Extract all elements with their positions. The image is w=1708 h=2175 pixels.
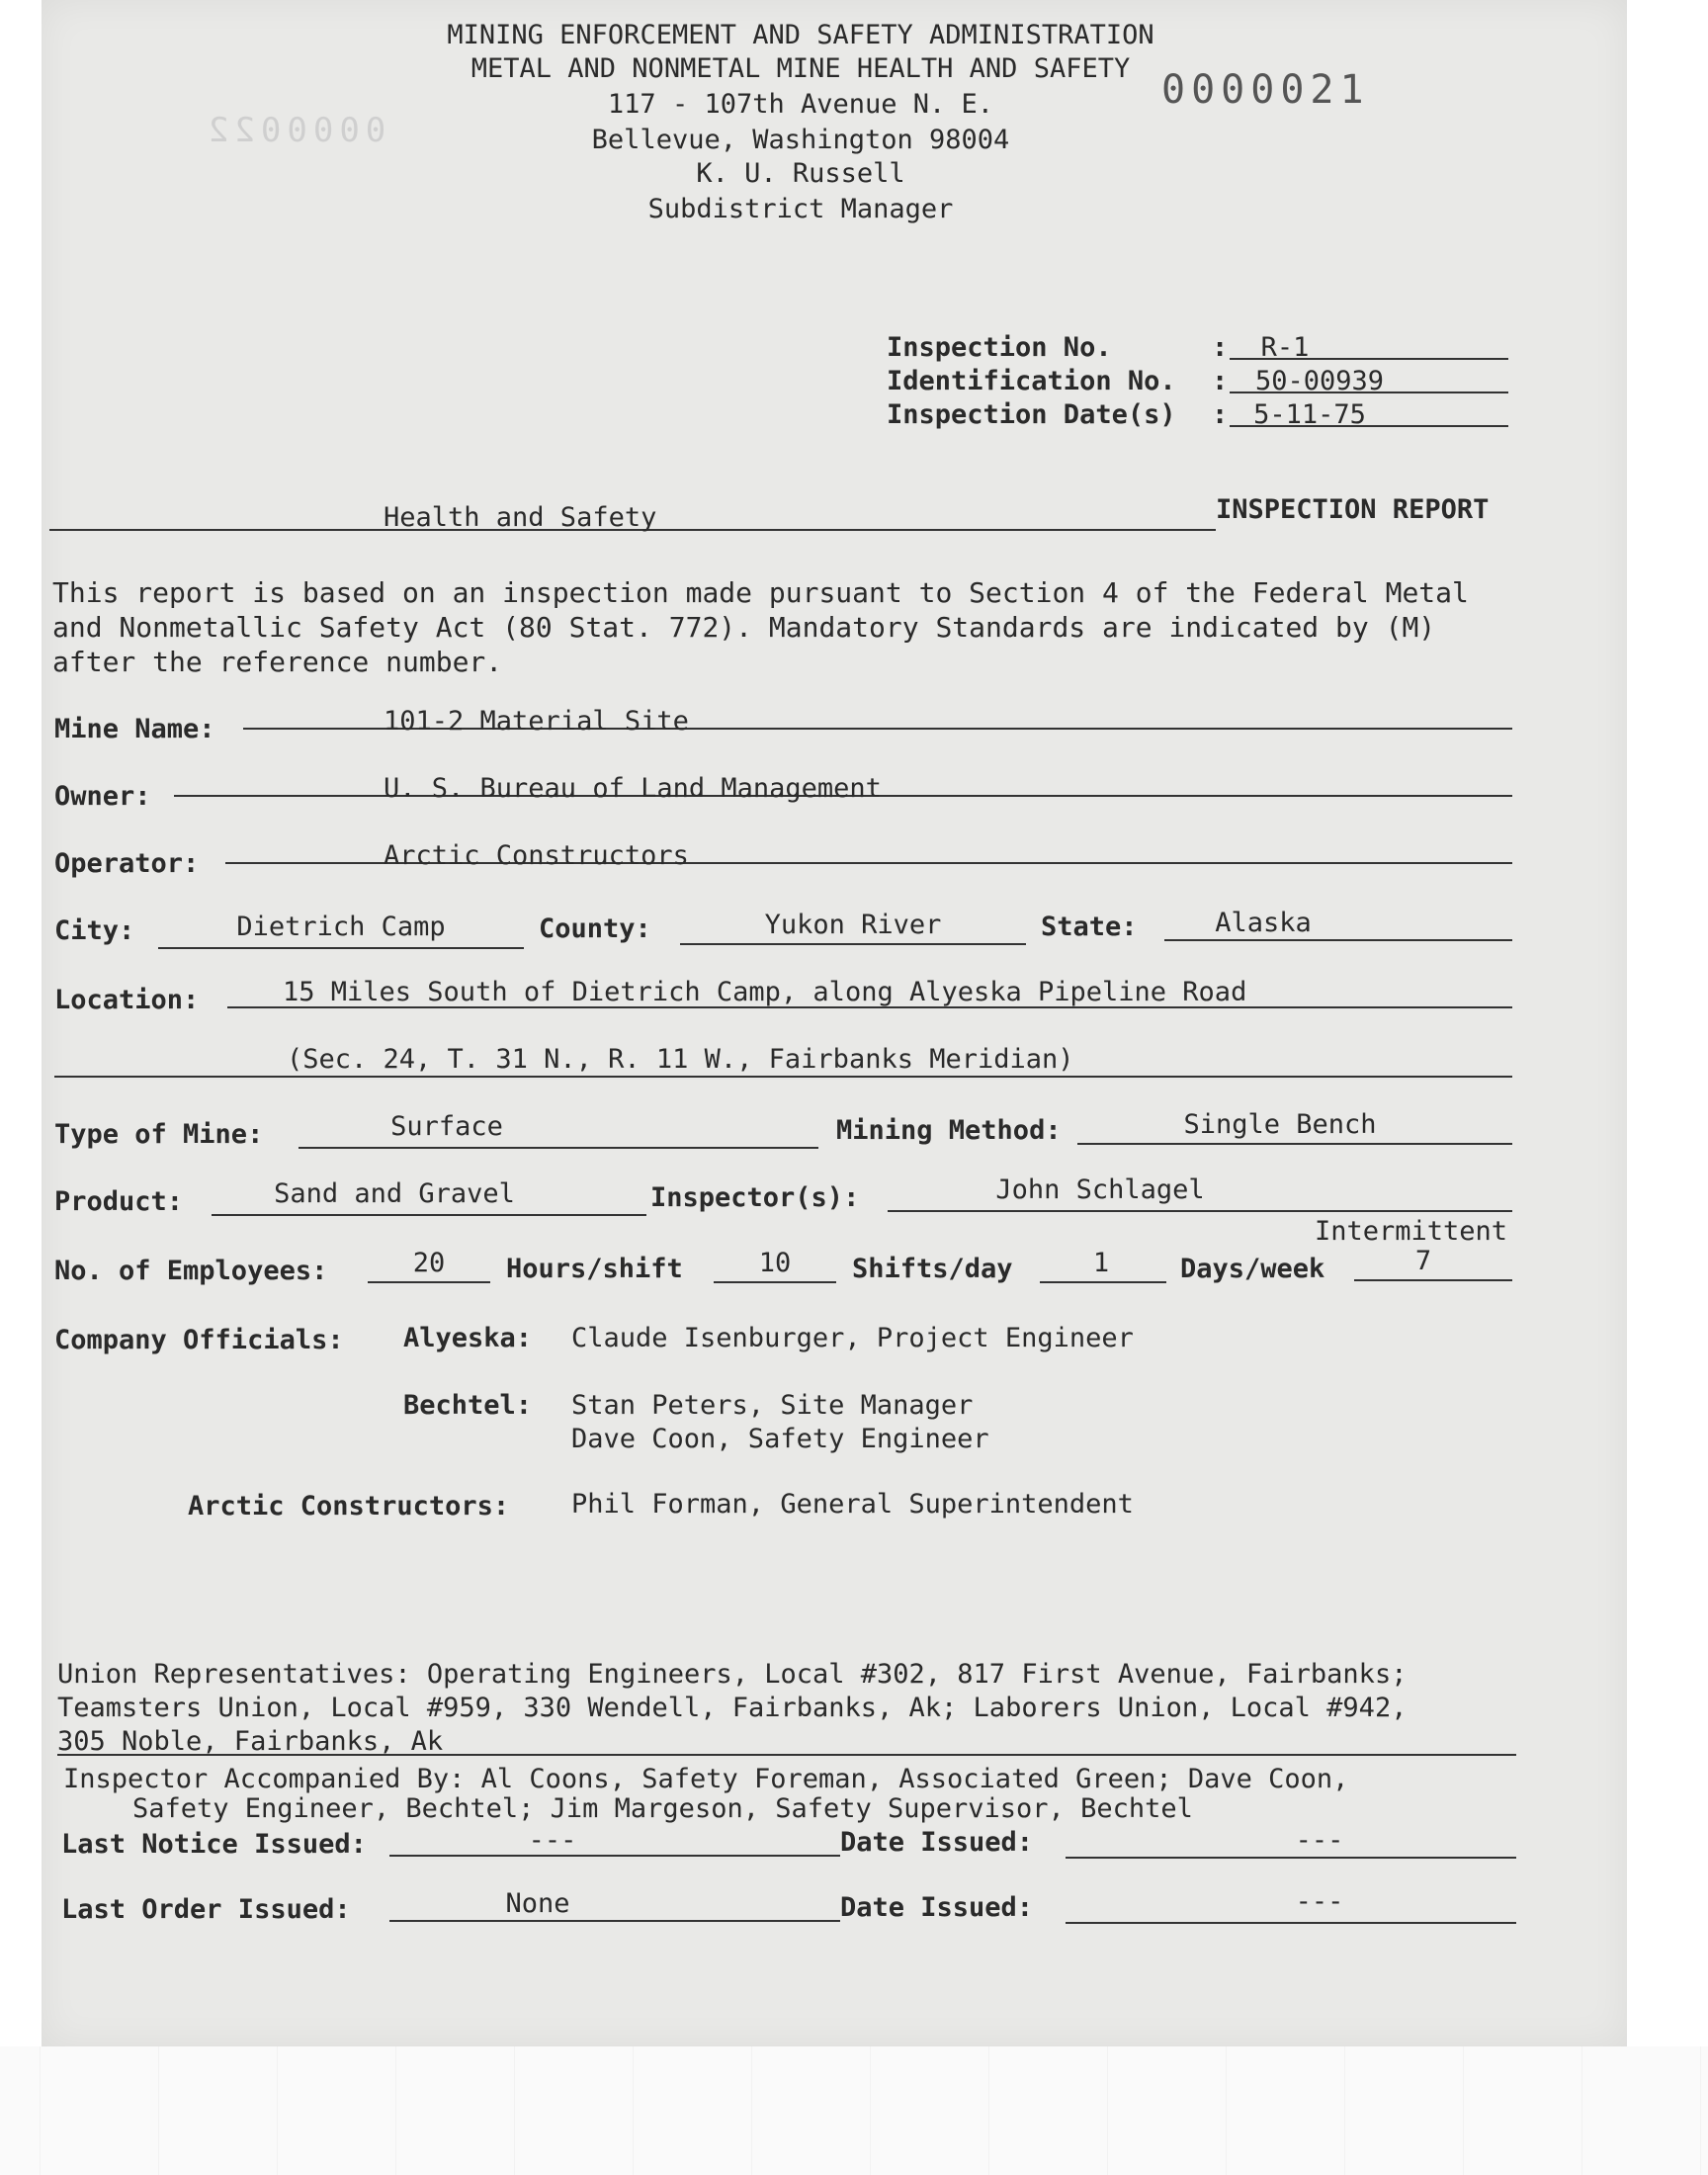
last-order-label: Last Order Issued: [61,1894,351,1925]
hours-label: Hours/shift [506,1254,683,1284]
union-line-2: Teamsters Union, Local #959, 330 Wendell, Fairbanks, Ak; Laborers Union, Local #942, [57,1693,1408,1723]
bechtel-official-2: Dave Coon, Safety Engineer [571,1424,989,1454]
bleed-through-number: 0000022 [203,111,386,150]
accompanied-line-1: Inspector Accompanied By: Al Coons, Safety Foreman, Associated Green; Dave Coon, [63,1764,1349,1794]
header-line-5: K. U. Russell [696,158,905,189]
company-officials-label: Company Officials: [54,1325,344,1355]
alyeska-official: Claude Isenburger, Project Engineer [571,1323,1134,1353]
days-label: Days/week [1180,1254,1325,1284]
inspection-dates-label: Inspection Date(s) [887,399,1176,430]
inspectors-value: John Schlagel [995,1174,1205,1205]
type-of-mine-value: Surface [390,1111,503,1142]
owner-value: U. S. Bureau of Land Management [384,773,882,804]
header-line-4: Bellevue, Washington 98004 [591,125,1010,155]
city-value: Dietrich Camp [236,912,446,942]
intro-line-2: and Nonmetallic Safety Act (80 Stat. 772). Mandatory Standards are indicated by (M) [52,611,1436,644]
notice-date-value: --- [1295,1825,1344,1856]
bechtel-official-1: Stan Peters, Site Manager [571,1390,974,1421]
state-value: Alaska [1215,908,1312,938]
last-order-value: None [505,1888,570,1919]
header-line-3: 117 - 107th Avenue N. E. [607,89,994,120]
identification-no-value: 50-00939 [1254,366,1385,396]
order-date-value: --- [1295,1886,1344,1917]
mining-method-value: Single Bench [1183,1109,1377,1140]
hours-value: 10 [758,1248,792,1278]
report-heading: INSPECTION REPORT [1216,494,1490,525]
mine-name-label: Mine Name: [54,714,215,744]
owner-label: Owner: [54,781,151,812]
inspection-dates-value: 5-11-75 [1253,399,1366,430]
last-notice-value: --- [528,1825,577,1856]
type-of-mine-label: Type of Mine: [54,1119,264,1150]
colon: : [1212,399,1229,430]
location-value-2: (Sec. 24, T. 31 N., R. 11 W., Fairbanks Meridian) [287,1044,1074,1075]
scan-margin [0,2046,1708,2175]
location-value-1: 15 Miles South of Dietrich Camp, along Alyeska Pipeline Road [283,977,1247,1007]
operator-label: Operator: [54,848,200,879]
arctic-official: Phil Forman, General Superintendent [571,1489,1134,1520]
intermittent-note: Intermittent [1315,1216,1508,1247]
union-line-1: Union Representatives: Operating Engineers, Local #302, 817 First Avenue, Fairbanks; [57,1659,1408,1690]
notice-date-label: Date Issued: [840,1827,1034,1858]
header-line-6: Subdistrict Manager [647,194,954,224]
inspectors-label: Inspector(s): [650,1182,860,1213]
product-label: Product: [54,1186,184,1217]
report-type: Health and Safety [384,502,657,533]
product-value: Sand and Gravel [274,1178,515,1209]
arctic-label: Arctic Constructors: [188,1491,510,1522]
colon: : [1212,366,1229,396]
document-number-stamp: 0000021 [1161,67,1370,113]
inspection-no-label: Inspection No. [887,332,1112,363]
order-date-label: Date Issued: [840,1892,1034,1923]
shifts-label: Shifts/day [852,1254,1013,1284]
intro-line-3: after the reference number. [52,646,503,678]
union-rule [57,1754,1516,1756]
inspection-no-value: R-1 [1260,332,1310,363]
bechtel-label: Bechtel: [403,1390,533,1421]
city-label: City: [54,915,135,946]
employees-value: 20 [412,1248,446,1278]
header-line-1: MINING ENFORCEMENT AND SAFETY ADMINISTRATION [447,20,1154,50]
intro-line-1: This report is based on an inspection made pursuant to Section 4 of the Federal Metal [52,576,1469,609]
operator-value: Arctic Constructors [384,840,689,871]
union-line-3: 305 Noble, Fairbanks, Ak [57,1726,444,1757]
location-label: Location: [54,985,200,1015]
identification-no-label: Identification No. [887,366,1176,396]
colon: : [1212,332,1229,363]
county-label: County: [539,914,651,944]
alyeska-label: Alyeska: [403,1323,533,1353]
last-notice-label: Last Notice Issued: [61,1829,367,1860]
shifts-value: 1 [1092,1248,1110,1278]
employees-label: No. of Employees: [54,1256,328,1286]
days-value: 7 [1414,1246,1432,1276]
mine-name-value: 101-2 Material Site [384,706,689,737]
header-line-2: METAL AND NONMETAL MINE HEALTH AND SAFETY [470,53,1131,84]
county-value: Yukon River [764,910,942,940]
state-label: State: [1041,912,1138,942]
accompanied-line-2: Safety Engineer, Bechtel; Jim Margeson, Safety Supervisor, Bechtel [132,1793,1193,1824]
mining-method-label: Mining Method: [836,1115,1062,1146]
